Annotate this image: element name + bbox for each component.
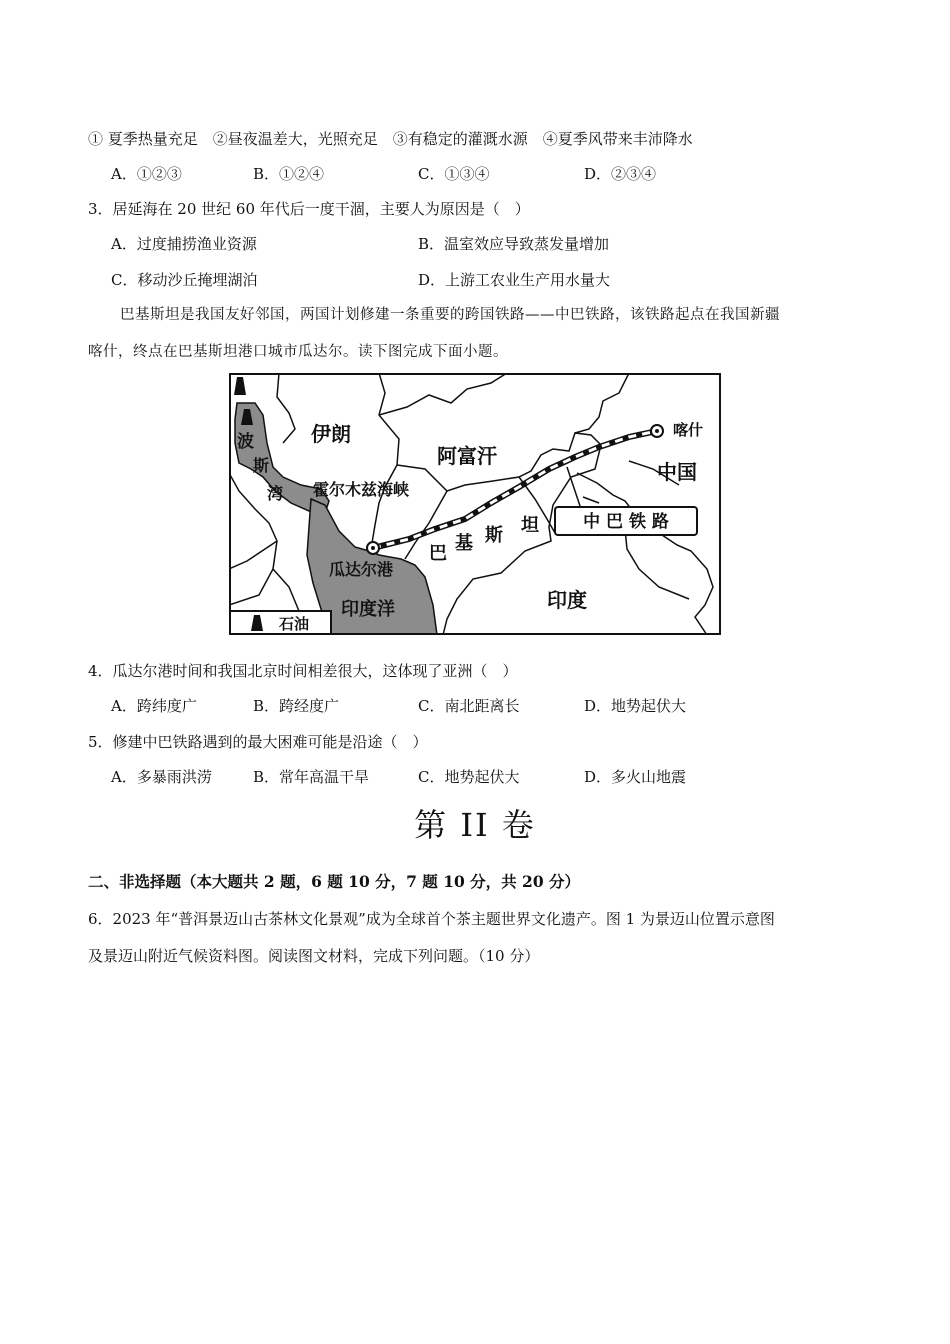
q2-items: ① 夏季热量充足 ②昼夜温差大，光照充足 ③有稳定的灌溉水源 ④夏季风带来丰沛降水 <box>88 130 693 148</box>
label-hormuz: 霍尔木兹海峡 <box>313 480 410 499</box>
label-pakistan-4: 坦 <box>521 515 539 536</box>
q5-option-d: D．多火山地震 <box>584 768 687 786</box>
label-china: 中国 <box>657 460 697 484</box>
q6-line-2: 及景迈山附近气候资料图。阅读图文材料，完成下列问题。（10 分） <box>88 947 540 965</box>
label-indian-ocean: 印度洋 <box>341 599 395 620</box>
q3-stem: 3．居延海在 20 世纪 60 年代后一度干涸，主要人为原因是（ ） <box>88 200 530 218</box>
section-two-heading: 二、非选择题（本大题共 2 题，6 题 10 分，7 题 10 分，共 20 分） <box>88 872 581 891</box>
label-iran: 伊朗 <box>311 422 351 446</box>
china-pakistan-railway-map <box>229 373 721 635</box>
passage-line-1: 巴基斯坦是我国友好邻国，两国计划修建一条重要的跨国铁路——中巴铁路，该铁路起点在我国新疆 <box>120 307 780 323</box>
q3-option-b: B．温室效应导致蒸发量增加 <box>418 235 610 253</box>
part-two-title: 第 II 卷 <box>414 806 536 844</box>
q5-option-c: C．地势起伏大 <box>418 768 520 786</box>
q5-option-a: A．多暴雨洪涝 <box>111 768 212 786</box>
q2-option-a: A．①②③ <box>111 165 182 183</box>
label-gwadar: 瓜达尔港 <box>329 560 394 579</box>
label-kashgar: 喀什 <box>673 421 704 439</box>
railway-label: 中 巴 铁 路 <box>583 512 669 532</box>
q2-option-d: D．②③④ <box>584 165 657 183</box>
label-pakistan-2: 基 <box>455 533 473 554</box>
q3-option-d: D．上游工农业生产用水量大 <box>418 271 611 289</box>
q5-option-b: B．常年高温干旱 <box>253 768 370 786</box>
passage-line-2: 喀什，终点在巴基斯坦港口城市瓜达尔。读下图完成下面小题。 <box>88 344 508 360</box>
gwadar-point-center <box>371 546 375 550</box>
q6-line-1: 6．2023 年“普洱景迈山古茶林文化景观”成为全球首个茶主题世界文化遗产。图 1 为景迈山位置示意图 <box>88 910 775 928</box>
legend-oil-label: 石油 <box>279 615 310 633</box>
q3-option-c: C．移动沙丘掩埋湖泊 <box>111 271 258 289</box>
label-persian-gulf-3: 湾 <box>267 484 284 503</box>
label-india: 印度 <box>547 588 587 612</box>
label-pakistan-1: 巴 <box>429 543 447 564</box>
q4-stem: 4．瓜达尔港时间和我国北京时间相差很大，这体现了亚洲（ ） <box>88 662 518 680</box>
q4-option-c: C．南北距离长 <box>418 697 520 715</box>
q5-stem: 5．修建中巴铁路遇到的最大困难可能是沿途（ ） <box>88 733 428 751</box>
q2-option-c: C．①③④ <box>418 165 490 183</box>
q4-option-b: B．跨经度广 <box>253 697 340 715</box>
label-persian-gulf-1: 波 <box>237 432 254 452</box>
q3-option-a: A．过度捕捞渔业资源 <box>111 235 257 253</box>
q2-option-b: B．①②④ <box>253 165 325 183</box>
label-afghanistan: 阿富汗 <box>437 444 497 468</box>
q4-option-a: A．跨纬度广 <box>111 697 197 715</box>
label-persian-gulf-2: 斯 <box>253 456 270 475</box>
q4-option-d: D．地势起伏大 <box>584 697 687 715</box>
label-pakistan-3: 斯 <box>485 525 503 546</box>
kashgar-point-center <box>655 429 659 433</box>
